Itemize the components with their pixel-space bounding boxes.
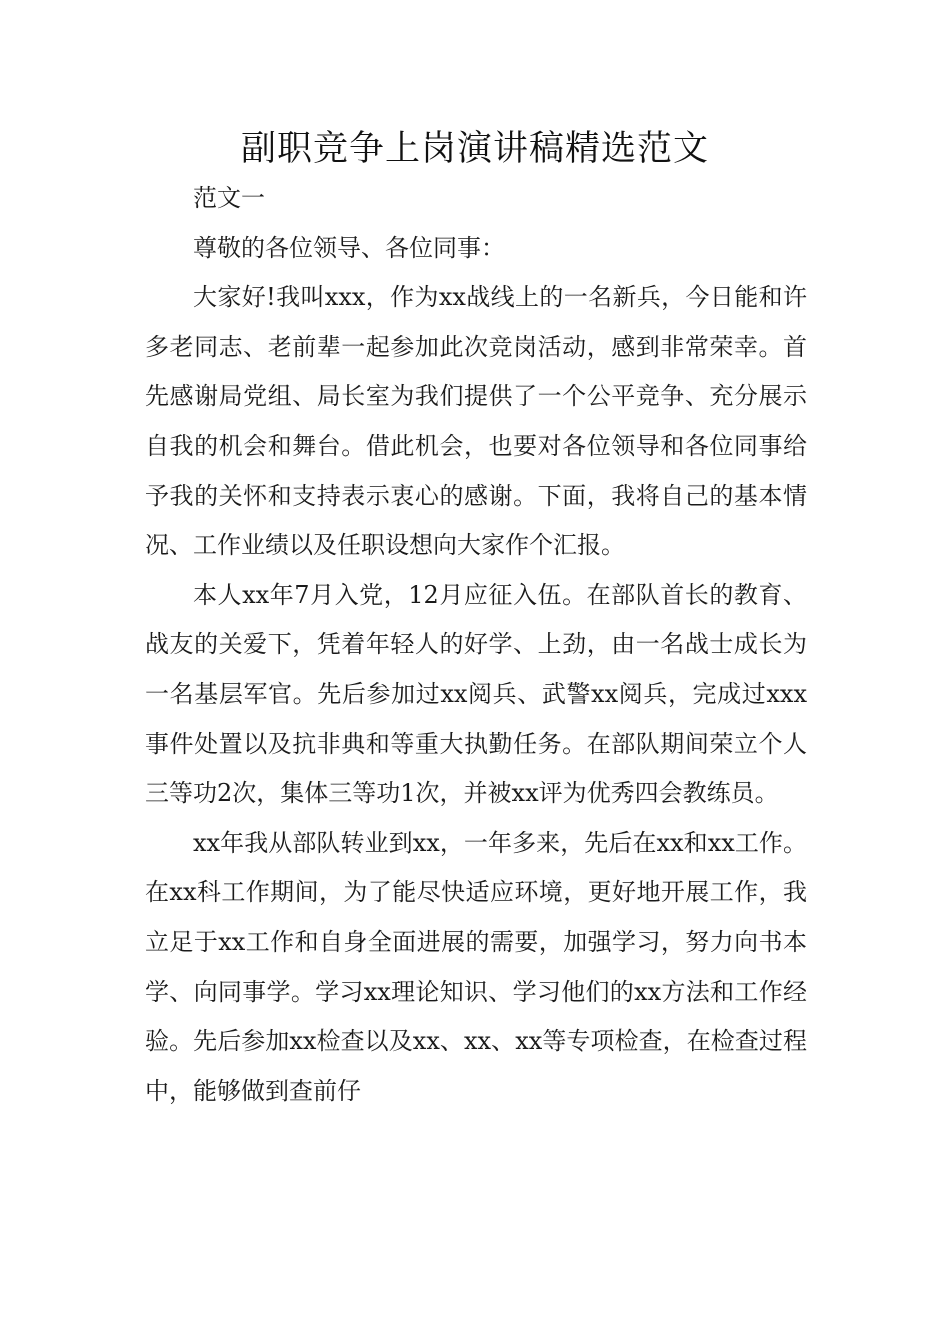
- document-body: [145, 174, 807, 1116]
- paragraph: 本人xx年7月入党，12月应征入伍。在部队首长的教育、战友的关爱下，凭着年轻人的好学、上劲，由一名战士成长为一名基层军官。先后参加过xx阅兵、武警xx阅兵，完成过xxx事件处置以及抗非典和等重大执勤任务。在部队期间荣立个人三等功2次，集体三等功1次，并被xx评为优秀四会教练员。: [145, 580, 807, 808]
- paragraph: xx年我从部队转业到xx，一年多来，先后在xx和xx工作。在xx科工作期间，为了能尽快适应环境，更好地开展工作，我立足于xx工作和自身全面进展的需要，加强学习，努力向书本学、向同事学。学习xx理论知识、学习他们的xx方法和工作经验。先后参加xx检查以及xx、xx、xx等专项检查，在检查过程中，能够做到查前仔: [145, 828, 807, 1105]
- paragraph: 大家好!我叫xxx，作为xx战线上的一名新兵，今日能和许多老同志、老前辈一起参加此次竞岗活动，感到非常荣幸。首先感谢局党组、局长室为我们提供了一个公平竞争、充分展示自我的机会和舞台。借此机会，也要对各位领导和各位同事给予我的关怀和支持表示衷心的感谢。下面，我将自己的基本情况、工作业绩以及任职设想向大家作个汇报。: [145, 283, 807, 560]
- paragraph: 尊敬的各位领导、各位同事：: [193, 233, 505, 262]
- document-title: 副职竞争上岗演讲稿精选范文: [240, 129, 709, 169]
- paragraph: 范文一: [193, 184, 265, 212]
